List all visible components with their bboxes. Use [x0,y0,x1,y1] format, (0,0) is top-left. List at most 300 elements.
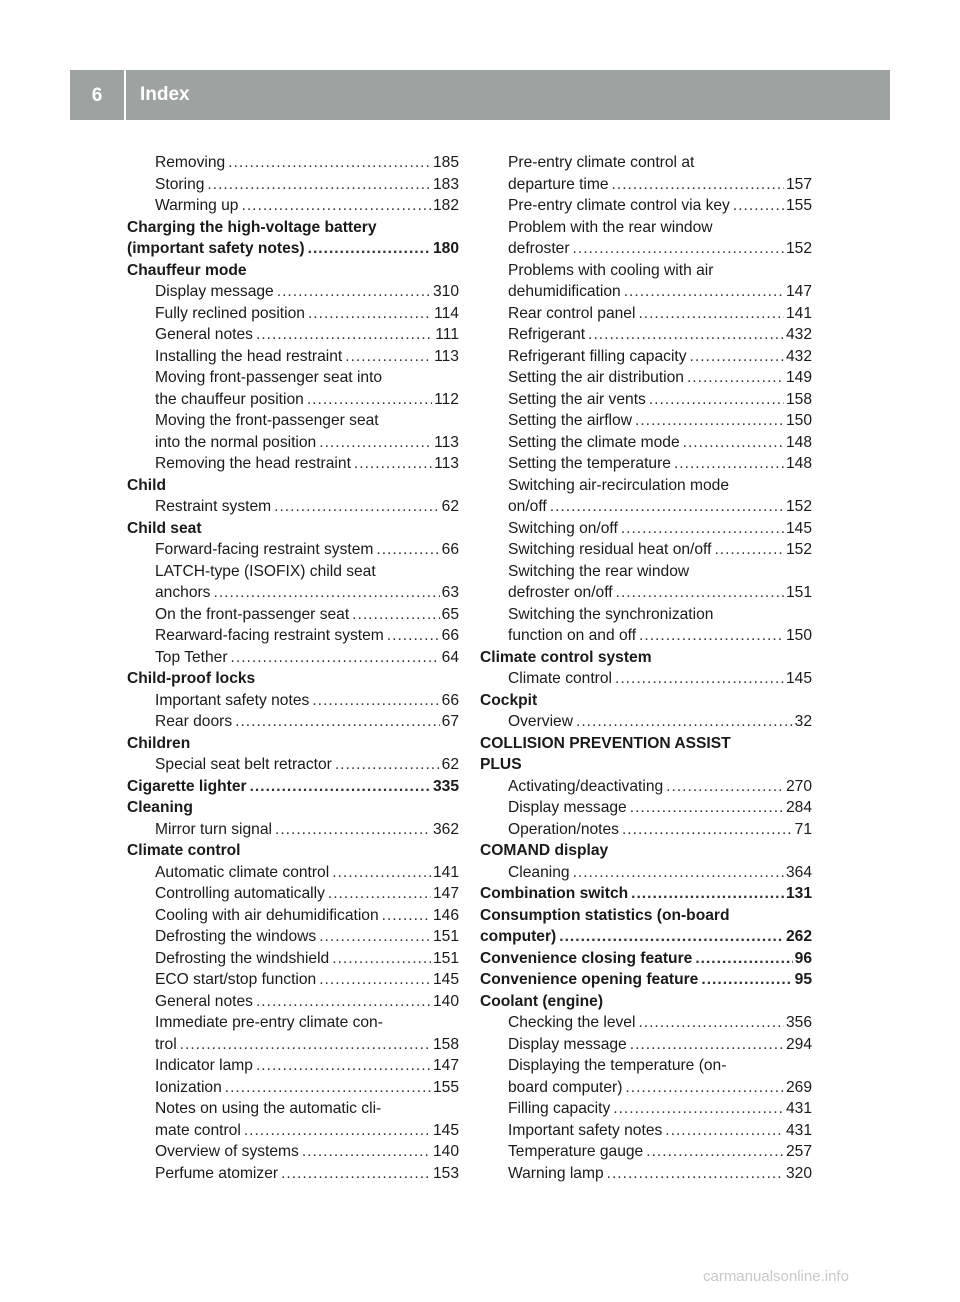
dot-leader [256,1055,431,1077]
page-reference: 146 [432,906,459,924]
dot-leader [352,604,439,626]
page-reference: 335 [432,777,459,795]
dot-leader [382,905,431,927]
index-entry [480,668,812,690]
entry-text: Setting the air distribution [508,369,684,386]
dot-leader [588,324,784,346]
index-entry [480,367,812,389]
page-reference: 294 [785,1035,812,1053]
dot-leader [638,1012,784,1034]
index-entry [127,539,459,561]
index-entry [480,1077,812,1099]
index-entry [127,453,459,475]
page-reference: 320 [785,1164,812,1182]
index-entry [127,281,459,303]
entry-text: Rearward-facing restraint system [155,627,384,644]
dot-leader [665,1120,784,1142]
entry-text: Fully reclined position [155,304,305,322]
entry-text: Climate control [508,670,612,687]
dot-leader [274,496,440,518]
dot-leader [630,797,784,819]
dot-leader [621,518,784,540]
index-entry [127,496,459,518]
entry-text: Perfume atomizer [155,1164,279,1182]
entry-text: Top Tether [155,648,228,666]
dot-leader [733,195,784,217]
index-entry [127,1098,459,1120]
entry-text: Indicator lamp [155,1057,253,1074]
dot-leader [207,174,431,196]
index-heading [127,217,459,239]
page-reference: 145 [432,971,459,988]
index-entry [127,1012,459,1034]
index-entry [480,281,812,303]
index-entry [480,819,812,841]
dot-leader [308,303,432,325]
index-entry [480,1098,812,1120]
entry-text: COLLISION PREVENTION ASSIST [480,734,731,752]
entry-text: Forward-facing restraint system [155,541,374,558]
dot-leader [275,819,431,841]
dot-leader [319,926,431,948]
page-reference: 64 [441,648,459,666]
index-entry [480,432,812,454]
dot-leader [225,1077,431,1099]
entry-text: Temperature gauge [508,1143,644,1160]
index-entry [480,389,812,411]
entry-text: Child-proof locks [127,670,256,687]
dot-leader [256,324,433,346]
entry-text: Switching on/off [508,519,618,537]
index-entry [127,625,459,647]
index-entry [480,238,812,260]
dot-leader [649,389,784,411]
dot-leader [345,346,432,368]
entry-text: Switching air-recirculation mode [508,476,730,494]
entry-text: PLUS [480,756,522,773]
page-reference: 62 [441,498,459,515]
dot-leader [354,453,432,475]
index-heading [127,518,459,540]
page-reference: 284 [785,799,812,816]
index-heading [480,969,812,991]
index-entry [480,1012,812,1034]
page-reference: 270 [785,777,812,795]
entry-text: Display message [508,799,627,816]
entry-text: dehumidification [508,283,621,300]
entry-text: Coolant (engine) [480,992,604,1010]
page-reference: 158 [432,1035,459,1053]
page-reference: 96 [794,949,812,967]
page-reference: 147 [432,885,459,902]
entry-text: Child seat [127,519,202,537]
entry-text: Switching the rear window [508,562,690,580]
entry-text: defroster on/off [508,584,613,601]
page-reference: 32 [794,713,812,730]
entry-text: Overview of systems [155,1143,299,1160]
page-reference: 157 [785,175,812,193]
entry-text: Display message [155,283,274,300]
index-entry [480,1141,812,1163]
index-entry [127,152,459,174]
index-heading [127,238,459,260]
page-reference: 66 [441,627,459,644]
index-entry [127,582,459,604]
dot-leader [244,1120,431,1142]
entry-text: ECO start/stop function [155,971,317,988]
entry-text: Important safety notes [155,691,310,709]
dot-leader [607,1163,784,1185]
entry-text: Filling capacity [508,1100,611,1117]
entry-text: Mirror turn signal [155,820,272,838]
entry-text: Refrigerant [508,326,586,343]
index-heading [480,926,812,948]
index-entry [127,905,459,927]
page-reference: 62 [441,756,459,773]
index-entry [480,582,812,604]
page-reference: 145 [432,1121,459,1139]
dot-leader [235,711,440,733]
dot-leader [319,432,432,454]
dot-leader [638,303,784,325]
entry-text: Setting the climate mode [508,433,680,451]
index-heading [480,905,812,927]
section-title: Index [140,84,190,105]
index-entry [480,152,812,174]
dot-leader [615,668,784,690]
dot-leader [307,389,432,411]
page-reference: 151 [432,949,459,967]
entry-text: Rear control panel [508,304,636,322]
watermark[interactable]: carmanualsonline.info [703,1268,849,1285]
index-heading [127,733,459,755]
page-reference: 140 [432,992,459,1010]
dot-leader [231,647,440,669]
entry-text: on/off [508,498,547,515]
page-reference: 431 [785,1100,812,1117]
page-reference: 432 [785,326,812,343]
index-entry [480,518,812,540]
index-heading [127,840,459,862]
dot-leader [613,1098,784,1120]
page-reference: 112 [434,390,459,408]
dot-leader [622,819,793,841]
dot-leader [573,862,784,884]
dot-leader [683,432,784,454]
entry-text: Ionization [155,1078,222,1096]
dot-leader [277,281,431,303]
page-reference: 141 [432,863,459,881]
index-entry [127,969,459,991]
entry-text: function on and off [508,627,637,644]
index-entry [127,1163,459,1185]
page-reference: 113 [434,455,459,472]
entry-text: Important safety notes [508,1121,663,1139]
index-column-left [127,152,459,1184]
index-entry [127,926,459,948]
index-entry [127,690,459,712]
entry-text: trol [155,1035,177,1053]
index-entry [480,711,812,733]
page-reference: 145 [785,670,812,687]
page-reference: 431 [785,1121,812,1139]
page-reference: 183 [432,175,459,193]
index-entry [127,883,459,905]
index-entry [127,410,459,432]
page-reference: 262 [785,928,812,945]
page-reference: 145 [785,519,812,537]
entry-text: Cleaning [127,799,193,816]
entry-text: Child [127,476,166,494]
page-reference: 140 [432,1143,459,1160]
index-entry [127,324,459,346]
index-heading [480,991,812,1013]
dot-leader [639,625,784,647]
index-heading [480,733,812,755]
index-heading [127,776,459,798]
entry-text: Notes on using the automatic cli- [155,1100,382,1117]
entry-text: Setting the air vents [508,390,646,408]
page-reference: 148 [785,433,812,451]
index-heading [127,260,459,282]
dot-leader [308,238,431,260]
index-entry [127,389,459,411]
entry-text: Checking the level [508,1014,636,1031]
index-entry [480,410,812,432]
entry-text: Automatic climate control [155,863,330,881]
index-entry [127,711,459,733]
entry-text: Removing [155,154,226,171]
dot-leader [631,883,784,905]
entry-text: Removing the head restraint [155,455,351,472]
index-heading [127,475,459,497]
dot-leader [376,539,439,561]
index-entry [480,195,812,217]
entry-text: Moving front-passenger seat into [155,369,383,386]
index-entry [127,1141,459,1163]
entry-text: mate control [155,1121,241,1139]
entry-text: Setting the airflow [508,412,632,429]
entry-text: Cleaning [508,863,570,881]
dot-leader [690,346,784,368]
index-entry [480,1163,812,1185]
entry-text: into the normal position [155,433,317,451]
page-header [70,70,890,120]
dot-leader [213,582,439,604]
dot-leader [646,1141,784,1163]
page-reference: 113 [434,347,459,365]
dot-leader [256,991,431,1013]
index-entry [480,561,812,583]
index-entry [127,346,459,368]
entry-text: Warning lamp [508,1164,604,1182]
entry-text: Cooling with air dehumidification [155,906,379,924]
index-entry [480,260,812,282]
entry-text: COMAND display [480,842,609,859]
index-entry [127,561,459,583]
page-reference: 71 [794,820,812,838]
page-reference: 152 [785,541,812,558]
dot-leader [576,711,793,733]
page-reference: 150 [785,412,812,429]
dot-leader [550,496,784,518]
dot-leader [612,174,784,196]
index-entry [480,862,812,884]
index-entry [127,432,459,454]
index-heading [480,948,812,970]
page-reference: 149 [785,369,812,386]
page-reference: 67 [441,713,459,730]
page-reference: 65 [441,605,459,623]
index-entry [480,346,812,368]
entry-text: Setting the temperature [508,455,671,472]
index-entry [127,647,459,669]
page-reference: 147 [432,1057,459,1074]
index-entry [480,776,812,798]
entry-text: board computer) [508,1078,623,1096]
entry-text: Chauffeur mode [127,261,247,279]
dot-leader [332,862,431,884]
dot-leader [616,582,784,604]
index-entry [127,1120,459,1142]
index-column-right [480,152,812,1184]
page-reference: 150 [785,627,812,644]
page-reference: 66 [441,541,459,558]
page-reference: 364 [785,863,812,881]
index-heading [480,754,812,776]
page-reference: 185 [432,154,459,171]
entry-text: Pre-entry climate control via key [508,197,730,214]
page-reference: 114 [434,304,459,322]
page-reference: 155 [432,1078,459,1096]
page-reference: 432 [785,347,812,365]
page-reference: 362 [432,820,459,838]
entry-text: departure time [508,175,609,193]
entry-text: Cockpit [480,691,538,709]
entry-text: Problems with cooling with air [508,261,714,279]
index-heading [127,668,459,690]
page-reference: 269 [785,1078,812,1096]
entry-text: LATCH-type (ISOFIX) child seat [155,562,376,580]
dot-leader [328,883,431,905]
index-heading [480,883,812,905]
entry-text: Rear doors [155,713,233,730]
dot-leader [302,1141,431,1163]
dot-leader [312,690,439,712]
entry-text: defroster [508,240,570,257]
dot-leader [714,539,784,561]
entry-text: Special seat belt retractor [155,756,332,773]
entry-text: Warming up [155,197,239,214]
dot-leader [701,969,792,991]
index-entry [480,174,812,196]
entry-text: Display message [508,1035,627,1053]
entry-text: Immediate pre-entry climate con- [155,1014,383,1031]
index-entry [480,1120,812,1142]
dot-leader [319,969,431,991]
page-reference: 152 [785,498,812,515]
dot-leader [635,410,784,432]
page-reference: 111 [435,326,459,343]
entry-text: Climate control [127,842,241,859]
index-entry [127,754,459,776]
page-reference: 131 [785,885,812,902]
index-entry [480,303,812,325]
entry-text: Convenience closing feature [480,949,693,967]
dot-leader [335,754,440,776]
dot-leader [559,926,784,948]
index-heading [480,840,812,862]
index-entry [127,195,459,217]
page-reference: 141 [785,304,812,322]
index-entry [127,862,459,884]
page-reference: 151 [432,928,459,945]
entry-text: Refrigerant filling capacity [508,347,687,365]
index-heading [480,647,812,669]
entry-text: anchors [155,584,211,601]
index-entry [127,303,459,325]
page-reference: 63 [441,584,459,601]
entry-text: Moving the front-passenger seat [155,412,379,429]
page-reference: 180 [432,240,459,257]
index-entry [480,604,812,626]
dot-leader [630,1034,784,1056]
index-entry [127,1077,459,1099]
page-reference: 310 [432,283,459,300]
page-reference: 95 [794,971,812,988]
page-number: 6 [70,70,126,120]
dot-leader [332,948,431,970]
entry-text: Consumption statistics (on-board [480,906,730,924]
page-reference: 153 [432,1164,459,1182]
index-entry [127,819,459,841]
entry-text: Problem with the rear window [508,218,713,236]
index-entry [480,1055,812,1077]
entry-text: Activating/deactivating [508,777,664,795]
dot-leader [180,1034,431,1056]
entry-text: Defrosting the windows [155,928,317,945]
page-reference: 147 [785,283,812,300]
entry-text: Defrosting the windshield [155,949,330,967]
entry-text: Installing the head restraint [155,347,343,365]
page-reference: 148 [785,455,812,472]
index-heading [127,797,459,819]
page-reference: 158 [785,390,812,408]
entry-text: Convenience opening feature [480,971,699,988]
dot-leader [241,195,430,217]
dot-leader [573,238,784,260]
entry-text: Pre-entry climate control at [508,154,695,171]
index-entry [480,475,812,497]
entry-text: (important safety notes) [127,240,305,257]
entry-text: Children [127,734,191,752]
index-entry [480,625,812,647]
dot-leader [281,1163,431,1185]
index-entry [480,1034,812,1056]
entry-text: Switching the synchronization [508,605,714,623]
entry-text: Charging the high-voltage battery [127,218,377,236]
page-reference: 66 [441,691,459,709]
dot-leader [624,281,784,303]
entry-text: Operation/notes [508,820,619,838]
page-reference: 113 [434,433,459,451]
dot-leader [625,1077,784,1099]
index-entry [127,1055,459,1077]
page-reference: 151 [785,584,812,601]
entry-text: Overview [508,713,573,730]
index-entry [127,948,459,970]
dot-leader [687,367,784,389]
